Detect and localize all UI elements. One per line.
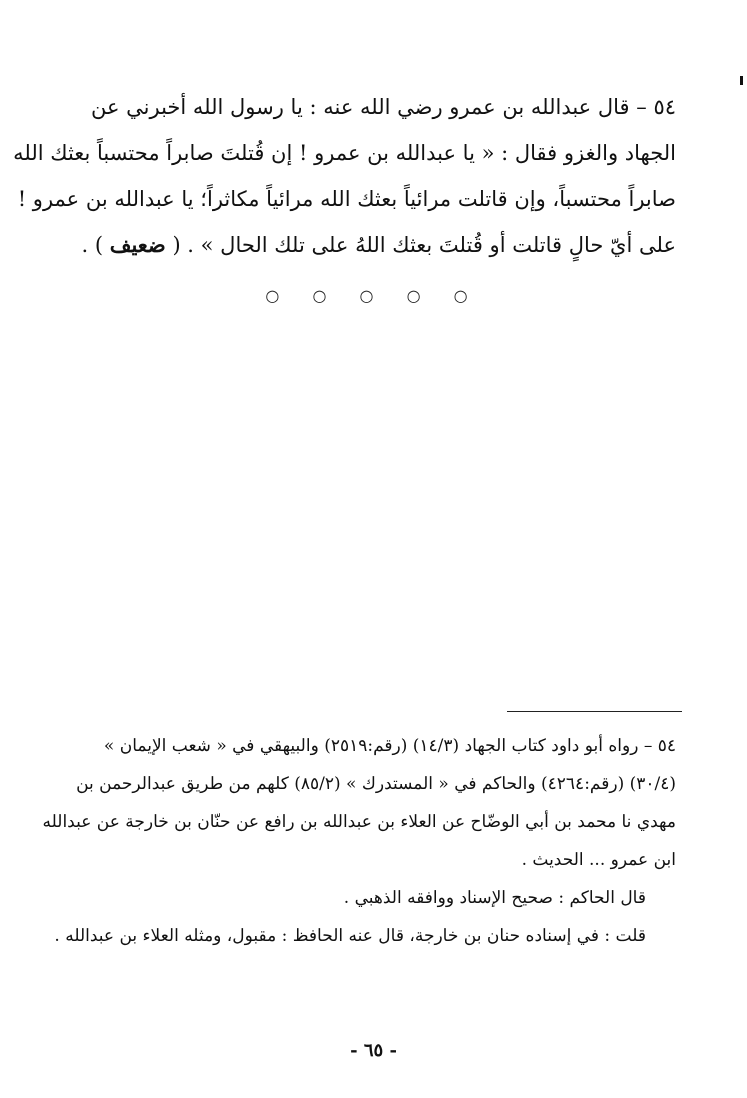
- hadith-line: ٥٤ – قال عبدالله بن عمرو رضي الله عنه : يا رسول الله أخبرني عن: [90, 95, 676, 119]
- author-note: قلت : في إسناده حنان بن خارجة، قال عنه الحافظ : مقبول، ومثله العلاء بن عبدالله .: [54, 926, 646, 946]
- scan-edge-mark: [740, 76, 743, 85]
- hadith-grade: ضعيف: [109, 232, 166, 257]
- hadith-text: [13, 84, 676, 268]
- hadith-last-line: [60, 222, 676, 268]
- hakim-note: قال الحاكم : صحيح الإسناد ووافقه الذهبي .: [343, 888, 646, 908]
- footnote-divider: [507, 711, 682, 712]
- footnotes: [42, 727, 676, 955]
- hadith-line-text: على أيّ حالٍ قاتلت أو قُتلتَ بعثك اللهُ على تلك الحال » . (: [172, 233, 676, 257]
- footnote-line: ٥٤ – رواه أبو داود كتاب الجهاد (١٤/٣) (رقم:٢٥١٩) والبيهقي في « شعب الإيمان »: [103, 736, 676, 756]
- hadith-line-end: ) .: [81, 233, 104, 257]
- footnote-line: ابن عمرو ... الحديث .: [521, 850, 676, 870]
- section-separator: ○ ○ ○ ○ ○: [265, 286, 482, 305]
- hadith-line: الجهاد والغزو فقال : « يا عبدالله بن عمرو ! إن قُتلتَ صابراً محتسباً بعثك الله: [13, 141, 676, 165]
- hadith-line: صابراً محتسباً، وإن قاتلت مرائياً بعثك الله مرائياً مكاثراً؛ يا عبدالله بن عمرو !: [17, 187, 676, 211]
- footnote-line: (٣٠/٤) (رقم:٤٢٦٤) والحاكم في « المستدرك » (٨٥/٢) كلهم من طريق عبدالرحمن بن: [76, 774, 676, 794]
- page-number: - ٦٥ -: [350, 1040, 397, 1061]
- footnote-line: مهدي نا محمد بن أبي الوضّاح عن العلاء بن عبدالله بن رافع عن حنّان بن خارجة عن عبدالله: [42, 812, 676, 832]
